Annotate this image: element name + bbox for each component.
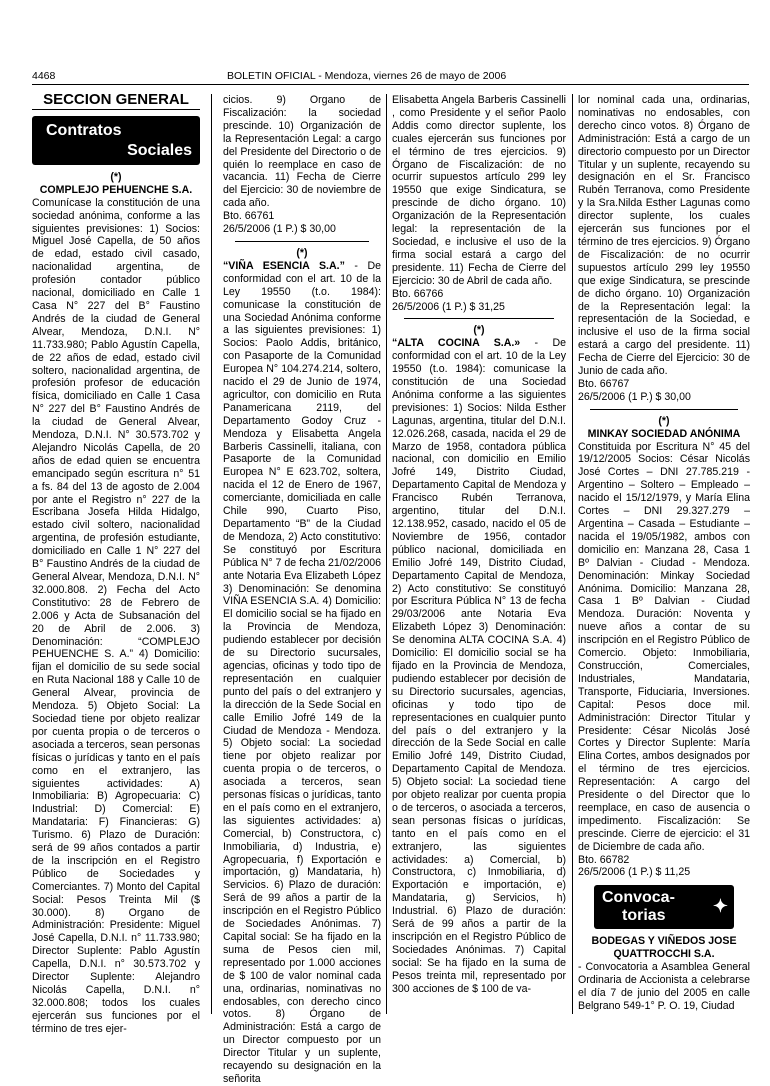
column-divider	[572, 94, 573, 1014]
page-number: 4468	[32, 70, 56, 82]
column-2	[223, 94, 381, 1086]
notice-publication: 26/5/2006 (1 P.) $ 30,00	[223, 223, 336, 236]
column-3	[392, 94, 566, 996]
notice-paragraph	[392, 337, 566, 995]
notice-asterisk: (*)	[110, 170, 122, 183]
notice-bto: Bto. 66766	[392, 287, 444, 300]
notice-separator	[404, 318, 554, 319]
convocatoria-body: - Convocatoria a Asamblea General Ordinaria de Accionista a celebrarse el día 7 de junio del 2005 en calle Belgrano 549-1° P. O. 19, Ciudad	[578, 961, 750, 1012]
notice-company: “VIÑA ESENCIA S.A.”	[223, 259, 345, 272]
notice-body-continued: cicios. 9) Organo de Fiscalización: la sociedad prescinde. 10) Organización de la Representación Legal: a cargo del Presidente del Directorio o de quién lo reemplace en caso de vacancia. 11) Fecha de Cierre del Ejercicio: 30 de noviembre de cada año.	[223, 94, 381, 210]
notice-body-continued: lor nominal cada una, ordinarias, nominativas no endosables, con derecho cinco votos. 8) Órgano de Administración: Está a cargo de un directorio compuesto por un Director Titular y un suplente, recayendo su designación en el Sr. Francisco Rubén Terranova, como Presidente y la Sra.Nilda Esther Lagunas como director suplente, los cuales ejercerán sus funciones por el término de tres ejercicios. 9) Órgano de Fiscalización: de no ocurrir supuestos artículo 299 ley 19550 que exige Sindicatura, se prescinde de dicho órgano. 10) Organización de la Representación legal: la representación de la Sociedad, e inclusive el uso de la firma social estará a cargo del presidente. 11) Fecha de Cierre del Ejercicio: 30 de Junio de cada año.	[578, 94, 750, 378]
decorative-icon: ✦	[712, 896, 728, 917]
notice-bto: Bto. 66761	[223, 210, 275, 223]
convocatorias-banner	[594, 885, 734, 929]
notice-separator	[590, 409, 738, 410]
notice-asterisk: (*)	[296, 246, 308, 259]
notice-publication: 26/5/2006 (1 P.) $ 30,00	[578, 390, 691, 403]
notice-publication: 26/5/2006 (1 P.) $ 11,25	[578, 866, 691, 879]
notice-body: - De conformidad con el art. 10 de la Ley 19550 (t.o. 1984): comunicase la constitución de una Sociedad Anónima conforme a las siguientes previsiones: 1) Socios: Nilda Esther Lagunas, argentina, titular del D.N.I. 12.026.268, casada, nacida el 29 de Marzo de 1958, contadora pública nacional, con domicilio en Emilio Jofré 149, Distrito Ciudad, Departamento Capital de Mendoza y Francisco Rubén Terranova, argentino, titular del D.N.I. 12.138.952, casado, nacido el 05 de Noviembre de 1956, contador público nacional, domiciliada en Emilio Jofré 149, Distrito Ciudad, Departamento Capital de Mendoza, 2) Acto constitutivo: Se constituyó por Escritura Pública N° 13 de fecha 29/03/2006 ante Notaria Eva Elizabeth López 3) Denominación: Se denomina ALTA COCINA S.A. 4) Domicilio: El domicilio social se ha fijado en la Provincia de Mendoza, pudiendo establecer por decisión de su Directorio sucursales, agencias, oficinas y todo tipo de representaciones en cualquier punto del país o del extranjero y la dirección de la Sede Social en calle Emilio Jofré 149, Distrito Ciudad, Departamento Capital de Mendoza. 5) Objeto social: La sociedad tiene por objeto realizar por cuenta propia o de terceros, o asociada a terceros, sean personas físicas o jurídicas, tanto en el país como en el extranjero, las siguientes actividades: a) Comercial, b) Constructora, c) Inmobiliaria, d) Exportación e importación, e) Mandataria, g) Servicios, h) Industrial. 6) Plazo de duración: Será de 99 años a partir de la inscripción en el Registro Público de Sociedades Anónimas. 7) Capital social: Se ha fijado en la suma de Pesos treinta mil, representado por 300 acciones de $ 100 de va-	[392, 337, 566, 995]
convoc-line2: torias	[622, 907, 666, 925]
notice-company: COMPLEJO PEHUENCHE S.A.	[39, 183, 193, 196]
notice-company: “ALTA COCINA S.A.»	[392, 337, 521, 350]
column-1	[32, 91, 200, 1036]
notice-bto: Bto. 66767	[578, 377, 630, 390]
column-divider	[386, 94, 387, 1014]
convoc-line1: Convoca-	[602, 889, 675, 907]
notice-separator	[235, 241, 369, 242]
section-title: SECCION GENERAL	[32, 94, 200, 110]
contratos-sociales-banner	[32, 116, 200, 165]
notice-company: MINKAY SOCIEDAD ANÓNIMA	[587, 427, 741, 440]
notice-body: - De conformidad con el art. 10 de la Ley 19550 (t.o. 1984): comunicase la constitución de una Sociedad Anónima conforme a las siguientes previsiones: 1) Socios: Paolo Addis, británico, con Pasaporte de la Comunidad Europea N° 104.274.214, soltero, nacido el 29 de Junio de 1974, agricultor, con domicilio en Ruta Panamericana 2119, del Departamento Godoy Cruz - Mendoza y Elisabetta Angela Barberis Cassinelli, italiana, con Pasaporte de la Comunidad Europea N° E 623.702, soltera, nacida el 12 de Enero de 1967, comerciante, domiciliada en calle Chile 990, Cuarto Piso, Departamento “B” de la Ciudad de Mendoza, 2) Acto constitutivo: Se constituyó por Escritura Pública N° 7 de fecha 21/02/2006 ante Notaria Eva Elizabeth López 3) Denominación: Se denomina VIÑA ESENCIA S.A. 4) Domicilio: El domicilio social se ha fijado en la Provincia de Mendoza, pudiendo establecer por decisión de su Directorio sucursales, agencias, oficinas y todo tipo de representación en cualquier punto del país o del extranjero y la dirección de la Sede Social en calle Emilio Jofré 149 de la Ciudad de Mendoza - Mendoza. 5) Objeto social: La sociedad tiene por objeto realizar por cuenta propia o de terceros, o asociada a terceros, sean personas físicas o jurídicas, tanto en el país como en el extranjero, las siguientes actividades: a) Comercial, b) Constructora, c) Inmobiliaria, d) Industria, e) Agropecuaria, f) Exportación e importación, g) Mandataria, h) Servicios. 6) Plazo de duración: Será de 99 años a partir de la inscripción en el Registro Público de Sociedades Anónimas. 7) Capital social: Se ha fijado en la suma de Pesos cien mil, representado por 1.000 acciones de $ 100 de valor nominal cada una, ordinarias, nominativas no endosables, con derecho cinco votos. 8) Órgano de Administración: Está a cargo de un Director compuesto por un Director Titular y un suplente, recayendo su designación en la señorita	[223, 259, 381, 1085]
banner-line1: Contratos	[46, 121, 122, 139]
notice-paragraph	[223, 260, 381, 1086]
notice-body: Constituida por Escritura N° 45 del 19/12/2005 Socios: César Nicolás José Cortes – DNI 27.785.219 - Argentino – Soltero – Empleado – nacido el 15/12/1979, y María Elina Cortes – DNI 29.327.279 – Argentina – Casada – Estudiante – nacida el 19/05/1982, ambos con domicilio en: Manzana 28, Casa 1 Bº Dalvian - Ciudad - Mendoza. Denominación: Minkay Sociedad Anónima. Domicilio: Manzana 28, Casa 1 Bº Dalvian - Ciudad Mendoza. Duración: Noventa y nueve años a contar de su inscripción en el Registro Público de Comercio. Objeto: Inmobiliaria, Construcción, Comerciales, Industriales, Mandataria, Transporte, Fiduciaria, Inversiones. Capital: Pesos doce mil. Administración: Director Titular y Presidente: César Nicolás José Cortes y Director Suplente: María Elina Cortes, ambos designados por el término de tres ejercicios. Representación: A cargo del Presidente o del Director que lo reemplace, en caso de ausencia o impedimento. Fiscalización: Se prescinde. Cierre de ejercicio: el 31 de Diciembre de cada año.	[578, 440, 750, 853]
notice-asterisk: (*)	[473, 324, 485, 337]
notice-bto: Bto. 66782	[578, 853, 630, 866]
notice-body-continued: Elisabetta Angela Barberis Cassinelli , como Presidente y el señor Paolo Addis como director suplente, los cuales ejercerán sus funciones por el término de tres ejercicios. 9) Órgano de Fiscalización: de no ocurrir supuestos artículo 299 ley 19550 que exige Sindicatura, se prescinde de dicho órgano. 10) Organización de la Representación legal: la representación de la Sociedad, e inclusive el uso de la firma social estará a cargo del presidente. 11) Fecha de Cierre del Ejercicio: 30 de Abril de cada año.	[392, 94, 566, 287]
column-divider	[211, 94, 212, 1014]
notice-body: Comunícase la constitución de una sociedad anónima, conforme a las siguientes previsiones: 1) Socios: Miguel José Capella, de 50 años de edad, estado civil casado, nacionalidad argentina, de profesión contador público nacional, domiciliado en Calle 1 Casa N° 227 del B° Faustino Andrés de la ciudad de General Alvear, Mendoza, D.N.I. N° 11.733.980; Pablo Agustín Capella, de 22 años de edad, estado civil soltero, nacionalidad argentina, de profesión profesor de educación física, domiciliado en Calle 1 Casa N° 227 del B° Faustino Andrés de la ciudad de General Alvear, Mendoza, D.N.I. N° 30.573.702 y Alejandro Nicolás Capella, de 20 años de edad quien se encuentra emancipado según escritura n° 51 a fs. 84 del 13 de agosto de 2.004 por ante el Registro n° 227 de la Escribana Josefa Hilda Hidalgo, estado civil soltero, nacionalidad argentina, de profesión estudiante, domiciliado en Calle 1 N° 227 del B° Faustino Andrés de la ciudad de General Alvear, Mendoza, D.N.I. N° 32.000.808. 2) Fecha del Acto Constitutivo: 28 de Febrero de 2.006 y Acta de Subsanación del 20 de Abril de 2.006. 3) Denominación: “COMPLEJO PEHUENCHE S. A.” 4) Domicilio: fijan el domicilio de su sede social en Ruta Nacional 188 y Calle 10 de General Alvear, provincia de Mendoza. 5) Objeto Social: La Sociedad tiene por objeto realizar por cuenta propia o de terceros o asociada a terceros, sean personas físicas o jurídicas y tanto en el país como en el extranjero, las siguientes actividades: A) Inmobiliaria: B) Agropecuaria: C) Industrial: D) Comercial: E) Mandataria: F) Financieras: G) Turismo. 6) Plazo de Duración: será de 99 años contados a partir de la inscripción en el Registro Público de Sociedades y Comerciantes. 7) Monto del Capital Social: Pesos Treinta Mil ($ 30.000). 8) Organo de Administración: Presidente: Miguel José Capella, D.N.I. n° 11.733.980; Director Suplente: Pablo Agustín Capella, D.N.I. n° 30.573.702 y Director Suplente: Alejandro Nicolás Capella, D.N.I. n° 32.000.808; todos los cuales ejercerán sus funciones por el término de tres ejer-	[32, 196, 200, 1035]
bulletin-title: BOLETIN OFICIAL - Mendoza, viernes 26 de mayo de 2006	[227, 70, 507, 82]
page-header	[32, 70, 749, 85]
column-4	[578, 94, 750, 1013]
notice-publication: 26/5/2006 (1 P.) $ 31,25	[392, 300, 505, 313]
banner-line2: Sociales	[127, 141, 192, 159]
notice-asterisk: (*)	[658, 414, 670, 427]
convocatoria-company: BODEGAS Y VIÑEDOS JOSE QUATTROCCHI S.A.	[591, 935, 737, 961]
